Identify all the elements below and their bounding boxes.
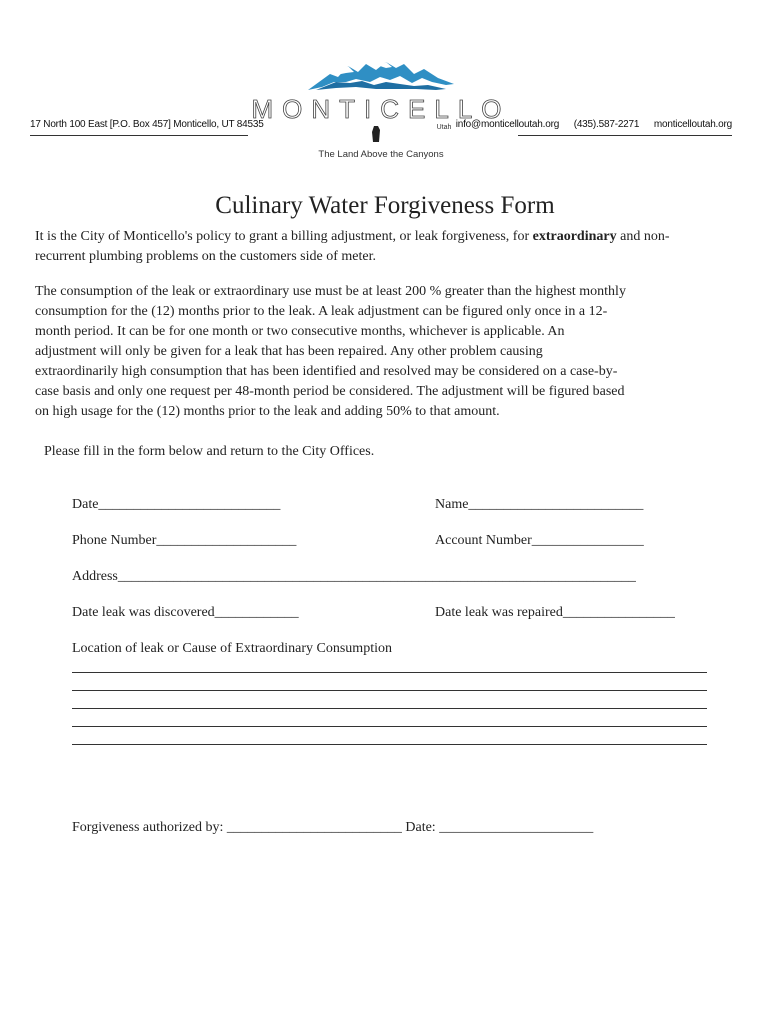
location-line[interactable] xyxy=(72,708,707,709)
header-rule-left xyxy=(30,135,248,136)
name-field[interactable]: Name_________________________ xyxy=(435,497,644,512)
policy-line: consumption for the (12) months prior to the leak. A leak adjustment can be figured only once in a 12- xyxy=(35,304,608,319)
intro-paragraph xyxy=(35,227,715,267)
location-label: Location of leak or Cause of Extraordinary Consumption xyxy=(72,641,392,656)
account-field[interactable]: Account Number________________ xyxy=(435,533,644,548)
header-address: 17 North 100 East [P.O. Box 457] Monticello, UT 84535 xyxy=(30,119,264,130)
date-discovered-field[interactable]: Date leak was discovered____________ xyxy=(72,605,299,620)
instruction-text: Please fill in the form below and return to the City Offices. xyxy=(44,444,375,459)
policy-line: month period. It can be for one month or two consecutive months, whichever is applicable. An xyxy=(35,324,565,339)
header-rule-right xyxy=(518,135,732,136)
phone-field[interactable]: Phone Number____________________ xyxy=(72,533,297,548)
location-line[interactable] xyxy=(72,672,707,673)
policy-line: The consumption of the leak or extraordinary use must be at least 200 % greater than the highest monthly xyxy=(35,284,626,299)
date-repaired-field[interactable]: Date leak was repaired________________ xyxy=(435,605,675,620)
policy-line: case basis and only one request per 48-month period be considered. The adjustment will be figured based xyxy=(35,384,625,399)
policy-line: extraordinarily high consumption that has been identified and resolved may be considered on a case-by- xyxy=(35,364,618,379)
signature-field[interactable]: Forgiveness authorized by: _________________________ Date: ______________________ xyxy=(72,820,594,835)
location-line[interactable] xyxy=(72,744,707,745)
policy-line: on high usage for the (12) months prior to the leak and adding 50% to that amount. xyxy=(35,404,500,419)
logo-state: Utah xyxy=(436,124,452,131)
intro-text-start: It is the City of Monticello's policy to grant a billing adjustment, or leak forgiveness, for xyxy=(35,229,533,244)
intro-bold: extraordinary xyxy=(532,229,617,244)
location-line[interactable] xyxy=(72,726,707,727)
intro-text-end: and non-recurrent plumbing problems on the customers side of meter. xyxy=(35,229,670,264)
logo-name: MONTICELLO xyxy=(251,94,511,124)
logo-figure-icon xyxy=(372,126,380,142)
policy-paragraph xyxy=(35,282,715,422)
logo-tagline: The Land Above the Canyons xyxy=(318,149,444,160)
header-email: info@monticelloutah.org xyxy=(455,119,560,130)
header-phone: (435).587-2271 xyxy=(573,119,640,130)
page-title: Culinary Water Forgiveness Form xyxy=(215,192,555,219)
address-field[interactable]: Address__________________________________________________________________________ xyxy=(72,569,636,584)
date-field[interactable]: Date__________________________ xyxy=(72,497,281,512)
header-website: monticelloutah.org xyxy=(653,119,732,130)
mountain-icon xyxy=(308,62,454,90)
location-line[interactable] xyxy=(72,690,707,691)
policy-line: adjustment will only be given for a leak that has been repaired. Any other problem causing xyxy=(35,344,543,359)
